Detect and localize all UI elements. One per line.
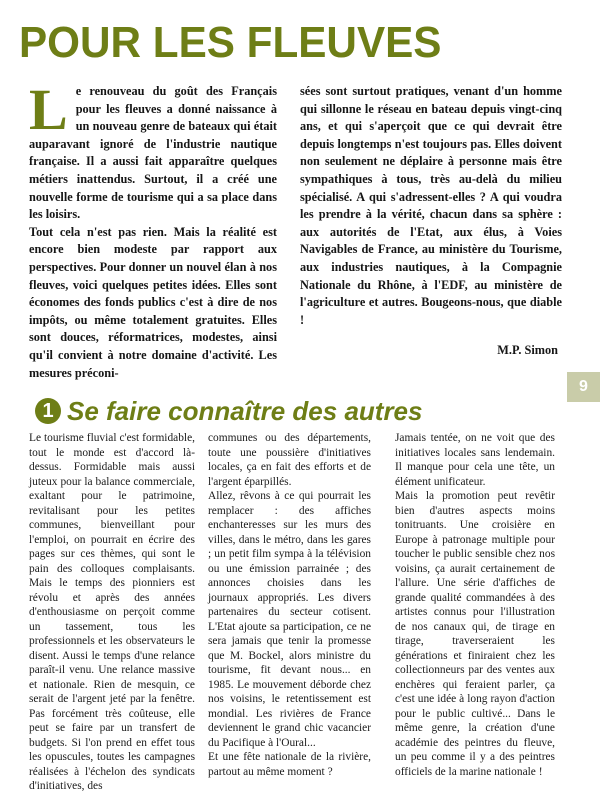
body-column-1 xyxy=(29,431,195,794)
body-paragraph: communes ou des départements, toute une poussière d'initiatives locales, ça en fait des efforts et de l'argent éparpillés. xyxy=(208,432,371,488)
body-paragraph: Et une fête nationale de la rivière, partout au même moment ? xyxy=(208,751,371,778)
body-paragraph: Allez, rêvons à ce qui pourrait les remplacer : des affiches enchanteresses sur les murs des villes, dans le métro, dans les gares ; un petit film sympa à la télévision ou une émission parrainée ; des annonces choisies dans les journaux appropriés. Les divers partenaires du secteur cotisent. L'Etat ajoute sa participation, ce ne sera jamais que tenir la promesse que M. Bockel, alors ministre du tourisme, fit devant nous... en 1985. Le mouvement déborde chez nos voisins, le retentissement est mondial. Les rivières de France deviennent le grand chic vacancier du Pacifique à l'Oural... xyxy=(208,490,371,749)
section-number-badge: 1 xyxy=(35,398,61,424)
intro-paragraph-3: sées sont surtout pratiques, venant d'un homme qui sillonne le réseau en bateau depuis vingt-cinq ans, et qui s'aperçoit que ce qui devrait être depuis longtemps n'est toujours pas. Elles doivent non seulement ne déplaire à personne mais être sympathiques à tous, très au-delà du milieu spécialisé. A qui s'adressent-elles ? A qui voudra les prendre à la vérité, chacun dans sa sphère : aux autorités de l'Etat, aux élus, à Voies Navigables de France, au ministère du Tourisme, aux industries nautiques, à la Compagnie Nationale du Rhône, à l'EDF, au ministère de l'agriculture et autres. Bougeons-nous, que diable ! xyxy=(300,84,562,327)
body-column-3 xyxy=(395,431,555,779)
intro-column-1 xyxy=(29,77,277,382)
body-paragraph: Le tourisme fluvial c'est formidable, tout le monde est d'accord là-dessus. Formidable mais aussi juteux pour la balance commerciale, exaltant pour le patrimoine, revitalisant pour les petites communes, bienveillant pour l'emploi, on pourrait en écrire des pages sur ces thèmes, qui sont le pain des colloques complaisants. Mais le temps des pionniers est révolu et après des années d'enthousiasme on perçoit comme un tassement, tous les professionnels et les observateurs le disent. Aussi le temps d'une relance paraît-il venu. Une relance massive et nationale. Rien de mesquin, ce serait de l'argent jeté par la fenêtre. Pas forcément très coûteuse, elle peut se faire par un transfert de budgets. Si l'on prend en effet tous les opuscules, toutes les campagnes réalisées à l'échelon des syndicats d'initiatives, des xyxy=(29,432,195,792)
intro-paragraph-1: e renouveau du goût des Français pour les fleuves a donné naissance à un nouveau genre de bateaux qui était auparavant ignoré de l'industrie nautique française. Il a aussi fait apparaître quelques métiers inattendus. Surtout, il a créé une nouvelle forme de tourisme qui a sa place dans les loisirs. xyxy=(29,84,277,222)
intro-paragraph-2: Tout cela n'est pas rien. Mais la réalité est encore bien modeste par rapport aux perspectives. Pour donner un nouvel élan à nos fleuves, voici quelques petites idées. Elles sont économes des fonds publics c'est à dire de nos impôts, ou même totalement gratuites. Elles sont douces, réformatrices, modestes, ainsi qu'il convient à notre domaine d'activité. Les mesures préconi- xyxy=(29,224,277,380)
author-signature: M.P. Simon xyxy=(497,343,558,358)
body-paragraph: Jamais tentée, on ne voit que des initiatives locales sans lendemain. Il manque pour cela une tête, un élément unificateur. xyxy=(395,432,555,488)
body-column-2 xyxy=(208,431,371,779)
body-paragraph: Mais la promotion peut revêtir bien d'autres aspects moins tonitruants. Une croisière en Europe à patronage multiple pour toucher le public sensible chez nos voisins, ça aurait certainement de l'allure. Une série d'affiches de grande qualité commandées à des artistes connus pour l'illustration de nos canaux qui, de tirage en tirage, traverseraient les générations et finiraient chez les collectionneurs par des ventes aux enchères qui feraient parler, ça c'est une idée à long rayon d'action pour le public cultivé... Dans le même genre, la création d'une académie des peintres du fleuve, un peu comme il y a des peintres officiels de la marine nationale ! xyxy=(395,490,555,778)
section-title: Se faire connaître des autres xyxy=(67,395,423,426)
drop-cap: L xyxy=(29,77,68,142)
page-title: POUR LES FLEUVES xyxy=(19,18,442,67)
section-heading xyxy=(35,391,495,431)
intro-column-2 xyxy=(300,83,562,360)
page-number-tab: 9 xyxy=(567,372,600,402)
